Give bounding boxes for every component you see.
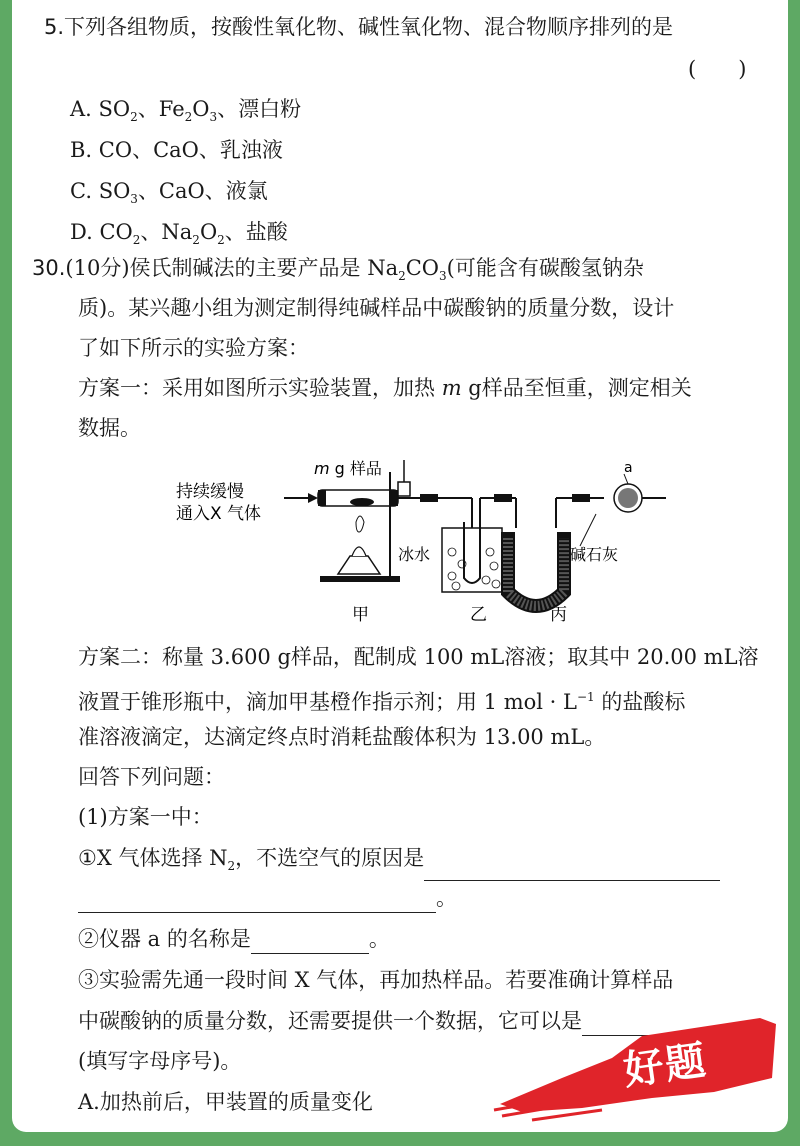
answer-intro: 回答下列问题：	[78, 765, 225, 789]
sub-question-2: ②仪器 a 的名称是 。	[78, 924, 390, 954]
ice-water-label: 冰水	[398, 545, 431, 564]
q5-option-b: B. CO、CaO、乳浊液	[70, 138, 283, 162]
q5-option-c: C. $SO_3$、CaO、液氯	[70, 179, 268, 207]
apparatus-jia-label: 甲	[352, 605, 369, 625]
plan-2-line-2: 液置于锥形瓶中，滴加甲基橙作指示剂；用 1 mol · $L^{-1}$ 的盐酸标	[78, 690, 686, 714]
option-a-text: A.加热前后，甲装置的质量变化	[78, 1090, 373, 1114]
q30-line-3: 了如下所示的实验方案：	[78, 336, 309, 360]
instrument-a-label: a	[624, 460, 633, 476]
q30-line-1: 30.(10分)侯氏制碱法的主要产品是 $Na_2CO_3$(可能含有碳酸氢钠杂	[32, 256, 644, 284]
sub-question-3-line-3: (填写字母序号)。	[78, 1049, 242, 1073]
q5-option-a: A. $SO_2$、$Fe_2O_3$、漂白粉	[70, 97, 302, 125]
plan-1-line-2: 数据。	[78, 416, 141, 440]
sample-label: m g 样品	[314, 459, 382, 478]
answer-blank-1b[interactable]	[78, 888, 436, 913]
apparatus-diagram	[172, 452, 672, 632]
sub-question-3-line-1: ③实验需先通一段时间 X 气体，再加热样品。若要准确计算样品	[78, 968, 674, 992]
answer-blank-1a[interactable]	[424, 856, 720, 881]
plan-1-line-1: 方案一：采用如图所示实验装置，加热 m g样品至恒重，测定相关	[78, 376, 692, 400]
plan-2-line-3: 准溶液滴定，达滴定终点时消耗盐酸体积为 13.00 mL。	[78, 725, 606, 749]
apparatus-yi-label: 乙	[470, 605, 487, 625]
answer-blank-2[interactable]	[251, 929, 369, 954]
exam-page	[12, 0, 788, 1132]
q30-line-2: 质)。某兴趣小组为测定制得纯碱样品中碳酸钠的质量分数，设计	[78, 296, 675, 320]
soda-lime-label: 碱石灰	[570, 545, 619, 564]
sub-question-1-cont: 。	[78, 883, 457, 913]
gas-label-2: 通入X 气体	[176, 504, 262, 524]
q5-stem: 5.下列各组物质，按酸性氧化物、碱性氧化物、混合物顺序排列的是	[44, 15, 674, 39]
sub-question-3-line-2: 中碳酸钠的质量分数，还需要提供一个数据，它可以是	[78, 1006, 700, 1036]
part-1-heading: (1)方案一中：	[78, 805, 213, 829]
plan-2-line-1: 方案二：称量 3.600 g样品，配制成 100 mL溶液；取其中 20.00 mL溶	[78, 645, 759, 669]
apparatus-bing-label: 丙	[550, 605, 567, 625]
gas-label-1: 持续缓慢	[176, 482, 244, 502]
good-question-stamp-text: 好题	[620, 1037, 711, 1095]
sub-question-1: ①X 气体选择 $N_2$，不选空气的原因是	[78, 843, 720, 881]
q5-answer-paren: ( )	[688, 57, 747, 81]
q5-option-d: D. $CO_2$、$Na_2O_2$、盐酸	[70, 220, 288, 248]
